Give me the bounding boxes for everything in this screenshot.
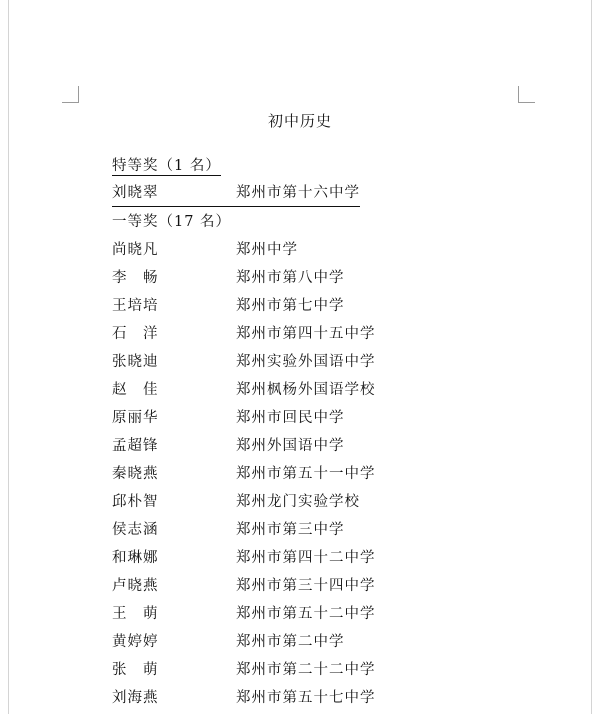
winner-name: 张晓迪 xyxy=(112,354,159,370)
winner-school: 郑州市第四十二中学 xyxy=(236,550,376,566)
winner-school: 郑州市第二中学 xyxy=(236,634,345,650)
winner-name: 张 萌 xyxy=(112,662,159,678)
margin-crop-mark-right xyxy=(518,86,535,103)
first-prize-row xyxy=(112,236,532,264)
special-prize-heading xyxy=(112,152,532,180)
margin-crop-mark-left xyxy=(62,86,79,103)
first-prize-row xyxy=(112,348,532,376)
special-prize-heading-text: 特等奖（1 名） xyxy=(112,158,221,174)
first-prize-row xyxy=(112,544,532,572)
winner-school: 郑州市第五十一中学 xyxy=(236,466,376,482)
first-prize-row xyxy=(112,320,532,348)
winner-school: 郑州市第三中学 xyxy=(236,522,345,538)
first-prize-row xyxy=(112,264,532,292)
first-prize-row xyxy=(112,656,532,684)
winner-school: 郑州中学 xyxy=(236,242,298,258)
page-left-edge xyxy=(8,0,9,714)
winner-school: 郑州龙门实验学校 xyxy=(236,494,360,510)
first-prize-row xyxy=(112,376,532,404)
winner-name: 尚晓凡 xyxy=(112,242,159,258)
first-prize-row xyxy=(112,516,532,544)
winner-name: 卢晓燕 xyxy=(112,578,159,594)
winner-school: 郑州市第八中学 xyxy=(236,270,345,286)
winner-school: 郑州市第二十二中学 xyxy=(236,662,376,678)
winner-name: 秦晓燕 xyxy=(112,466,159,482)
winner-name: 赵 佳 xyxy=(112,382,159,398)
winner-school: 郑州市第四十五中学 xyxy=(236,326,376,342)
winner-school: 郑州市第七中学 xyxy=(236,298,345,314)
winner-name: 原丽华 xyxy=(112,410,159,426)
first-prize-row xyxy=(112,292,532,320)
first-prize-row xyxy=(112,628,532,656)
first-prize-row xyxy=(112,600,532,628)
winner-name: 王培培 xyxy=(112,298,159,314)
first-prize-row xyxy=(112,460,532,488)
first-prize-row xyxy=(112,684,532,712)
first-prize-row xyxy=(112,572,532,600)
winner-name: 黄婷婷 xyxy=(112,634,159,650)
winner-name: 孟超锋 xyxy=(112,438,159,454)
winner-school: 郑州外国语中学 xyxy=(236,438,345,454)
winner-name: 石 洋 xyxy=(112,326,159,342)
winner-school: 郑州市回民中学 xyxy=(236,410,345,426)
winner-name: 刘晓翠 xyxy=(112,180,236,207)
first-prize-row xyxy=(112,432,532,460)
award-list xyxy=(112,152,532,712)
first-prize-row xyxy=(112,404,532,432)
winner-school: 郑州市第十六中学 xyxy=(236,180,360,207)
special-prize-row xyxy=(112,180,364,208)
first-prize-list xyxy=(112,236,532,712)
winner-school: 郑州市第三十四中学 xyxy=(236,578,376,594)
winner-school: 郑州实验外国语中学 xyxy=(236,354,376,370)
winner-name: 邱朴智 xyxy=(112,494,159,510)
winner-name: 王 萌 xyxy=(112,606,159,622)
winner-school: 郑州枫杨外国语学校 xyxy=(236,382,376,398)
document-title: 初中历史 xyxy=(267,112,332,130)
first-prize-heading: 一等奖（17 名） xyxy=(112,214,232,230)
winner-name: 刘海燕 xyxy=(112,690,159,706)
winner-name: 和琳娜 xyxy=(112,550,159,566)
first-prize-row xyxy=(112,488,532,516)
winner-school: 郑州市第五十二中学 xyxy=(236,606,376,622)
winner-name: 侯志涵 xyxy=(112,522,159,538)
winner-school: 郑州市第五十七中学 xyxy=(236,690,376,706)
winner-name: 李 畅 xyxy=(112,270,159,286)
page-right-edge xyxy=(591,0,592,714)
